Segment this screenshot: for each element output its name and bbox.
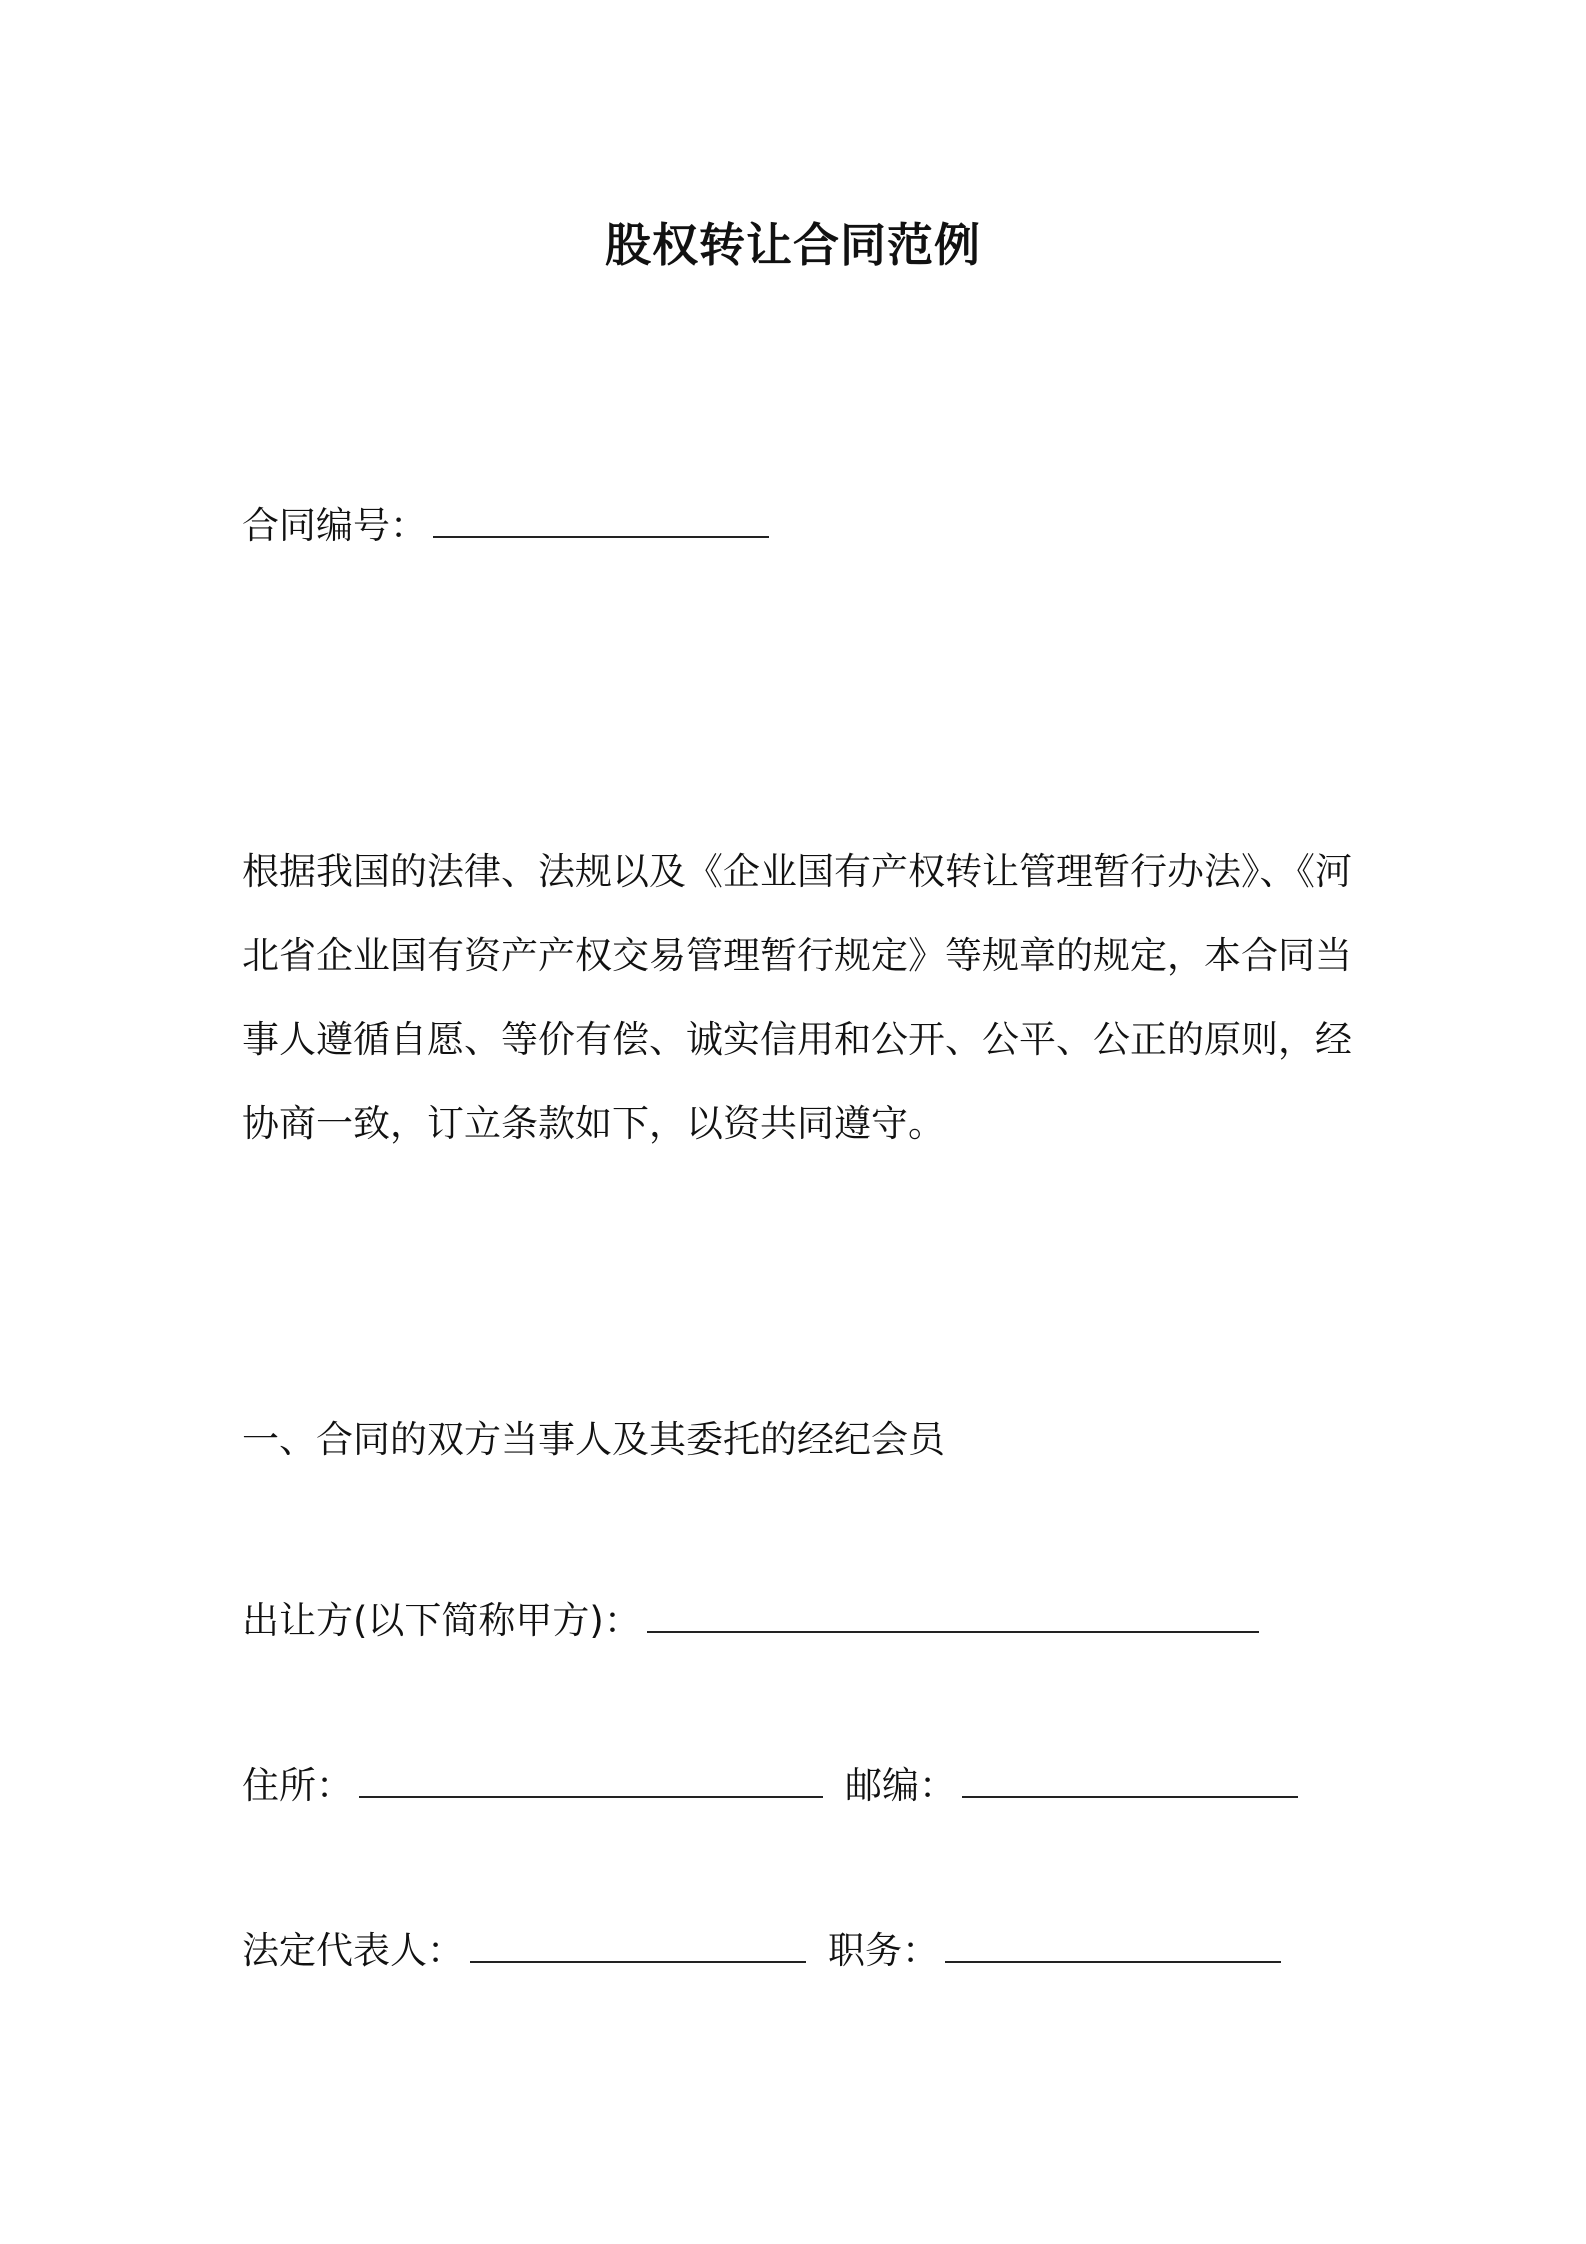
legal-rep-blank <box>470 1925 806 1963</box>
contract-number-blank <box>433 500 769 538</box>
position-blank <box>945 1925 1281 1963</box>
postcode-label: 邮编： <box>845 1764 956 1807</box>
address-postcode-line <box>242 1760 1298 1811</box>
address-blank <box>359 1760 823 1798</box>
preamble-paragraph <box>242 830 1352 1166</box>
document-title: 股权转让合同范例 <box>605 218 981 272</box>
preamble-line: 根据我国的法律、法规以及《企业国有产权转让管理暂行办法》、《河 <box>242 850 1352 893</box>
transferor-label: 出让方(以下简称甲方)： <box>242 1599 641 1642</box>
preamble-line: 事人遵循自愿、等价有偿、诚实信用和公开、公平、公正的原则，经 <box>242 1018 1352 1061</box>
legal-rep-label: 法定代表人： <box>242 1929 464 1972</box>
contract-number-label: 合同编号： <box>242 504 427 547</box>
preamble-line: 协商一致，订立条款如下，以资共同遵守。 <box>242 1102 945 1145</box>
section-one-heading: 一、合同的双方当事人及其委托的经纪会员 <box>242 1418 945 1461</box>
preamble-line: 北省企业国有资产产权交易管理暂行规定》等规章的规定，本合同当 <box>242 934 1352 977</box>
legal-rep-line <box>242 1925 1281 1976</box>
position-label: 职务： <box>828 1929 939 1972</box>
address-label: 住所： <box>242 1764 353 1807</box>
transferor-line <box>242 1595 1259 1646</box>
transferor-blank <box>647 1595 1259 1633</box>
postcode-blank <box>962 1760 1298 1798</box>
contract-number-line <box>242 500 769 551</box>
